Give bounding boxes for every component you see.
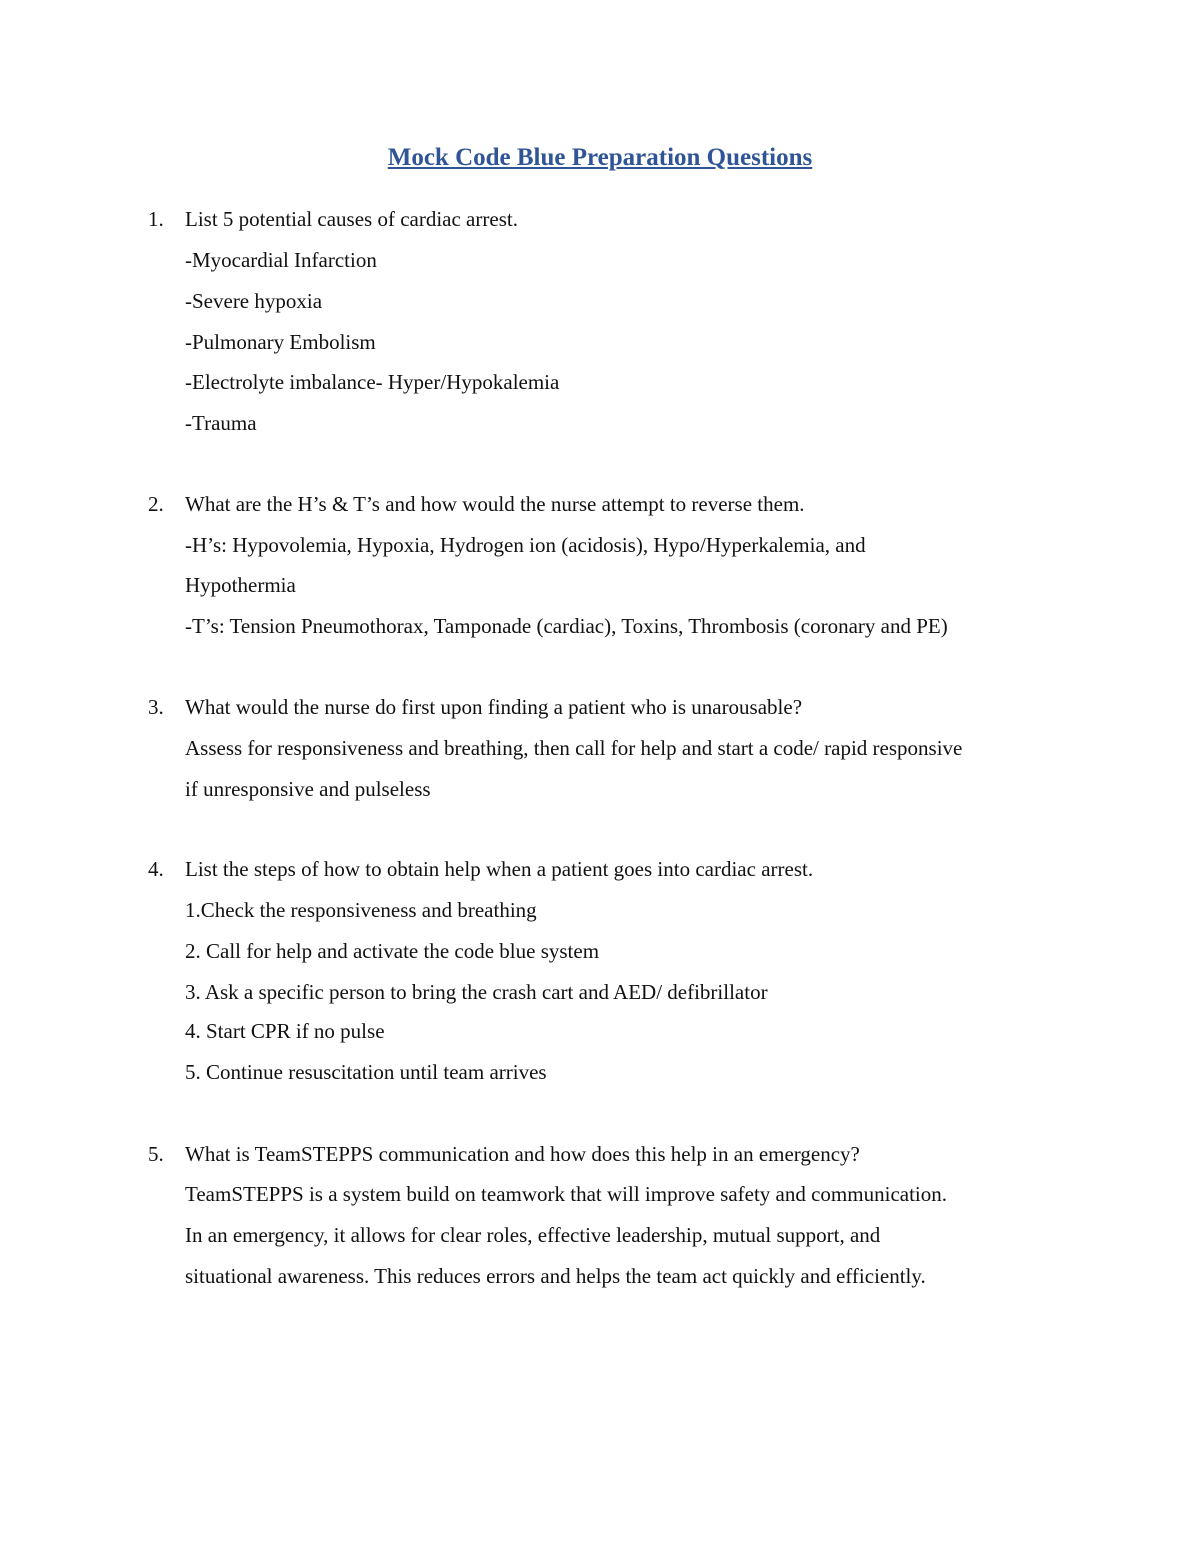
- question-text: List 5 potential causes of cardiac arrest.: [185, 207, 518, 231]
- question-text: List the steps of how to obtain help when a patient goes into cardiac arrest.: [185, 857, 814, 881]
- answer-line: In an emergency, it allows for clear roles, effective leadership, mutual support, and: [185, 1223, 881, 1247]
- answer-line: Assess for responsiveness and breathing, then call for help and start a code/ rapid responsive: [185, 736, 963, 760]
- answer-line: Hypothermia: [185, 573, 296, 597]
- answer-line: -T’s: Tension Pneumothorax, Tamponade (cardiac), Toxins, Thrombosis (coronary and PE): [185, 614, 948, 638]
- answer-line: 5. Continue resuscitation until team arrives: [185, 1060, 547, 1084]
- question-number: 4.: [148, 857, 164, 881]
- question-number: 1.: [148, 207, 164, 231]
- answer-line: -Electrolyte imbalance- Hyper/Hypokalemia: [185, 370, 560, 394]
- question-text: What is TeamSTEPPS communication and how does this help in an emergency?: [185, 1142, 860, 1166]
- answer-line: if unresponsive and pulseless: [185, 777, 431, 801]
- question-number: 3.: [148, 695, 164, 719]
- answer-line: 2. Call for help and activate the code blue system: [185, 939, 600, 963]
- answer-line: -Myocardial Infarction: [185, 248, 377, 272]
- answer-line: -H’s: Hypovolemia, Hypoxia, Hydrogen ion (acidosis), Hypo/Hyperkalemia, and: [185, 533, 866, 557]
- question-number: 5.: [148, 1142, 164, 1166]
- question-number: 2.: [148, 492, 164, 516]
- answer-line: TeamSTEPPS is a system build on teamwork that will improve safety and communication.: [185, 1182, 947, 1206]
- answer-line: situational awareness. This reduces errors and helps the team act quickly and efficiently.: [185, 1264, 926, 1288]
- page-title: Mock Code Blue Preparation Questions: [387, 144, 813, 171]
- answer-line: 3. Ask a specific person to bring the crash cart and AED/ defibrillator: [185, 980, 768, 1004]
- answer-line: -Pulmonary Embolism: [185, 330, 376, 354]
- answer-line: 4. Start CPR if no pulse: [185, 1019, 385, 1043]
- answer-line: -Trauma: [185, 411, 257, 435]
- answer-line: 1.Check the responsiveness and breathing: [185, 898, 537, 922]
- question-text: What are the H’s & T’s and how would the nurse attempt to reverse them.: [185, 492, 805, 516]
- answer-line: -Severe hypoxia: [185, 289, 323, 313]
- question-text: What would the nurse do first upon finding a patient who is unarousable?: [185, 695, 803, 719]
